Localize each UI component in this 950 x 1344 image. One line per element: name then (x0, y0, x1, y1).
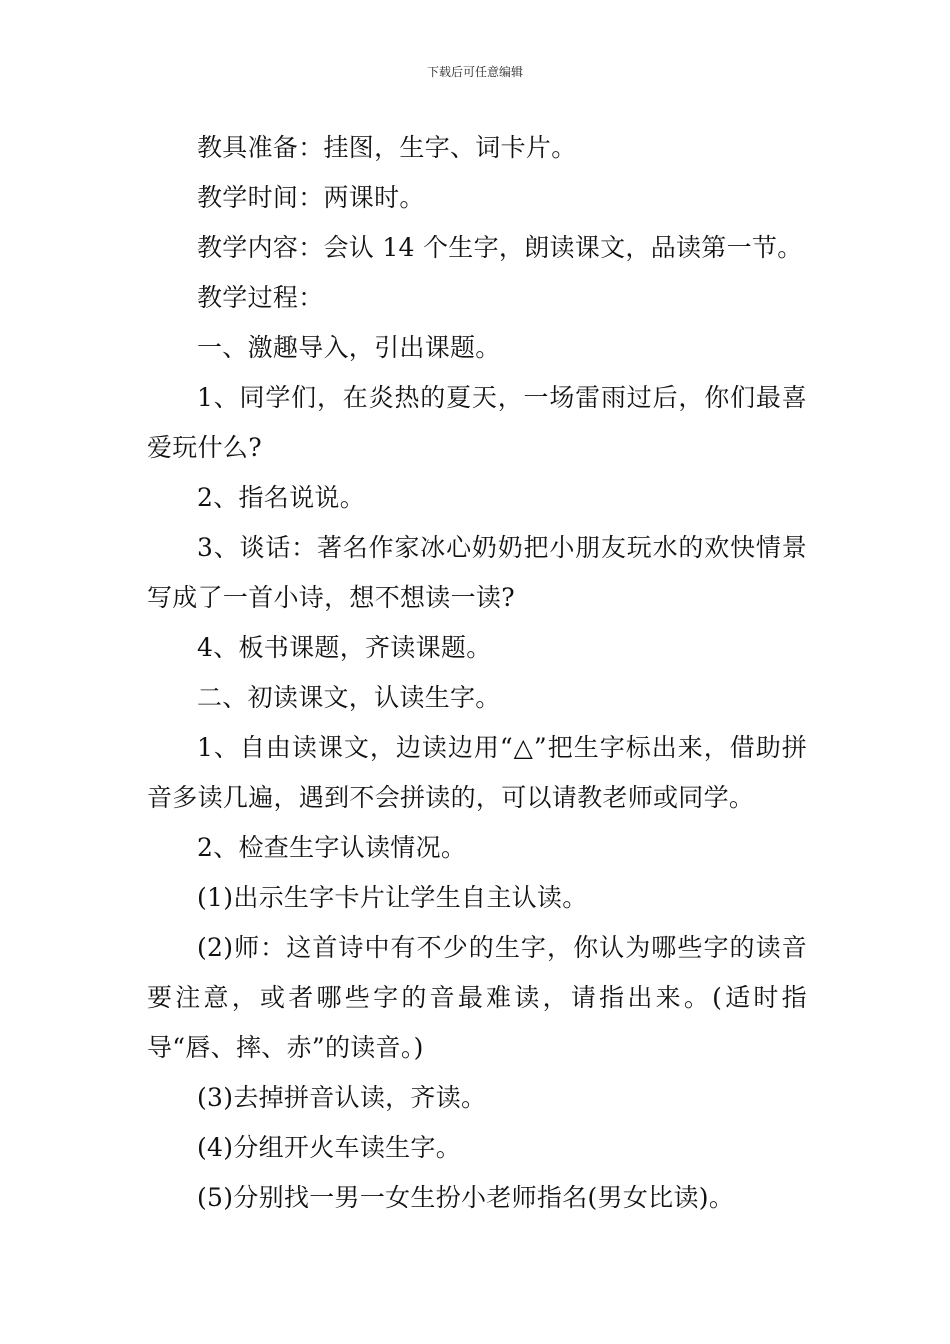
list-item: 2、指名说说。 (197, 483, 366, 512)
list-item: 1、自由读课文，边读边用“△”把生字标出来，借助拼音多读几遍，遇到不会拼读的，可以请教老师或同学。 (147, 733, 807, 812)
sub-list-item: (2)师：这首诗中有不少的生字，你认为哪些字的读音要注意，或者哪些字的音最难读，请指出来。(适时指导“唇、摔、赤”的读音。) (147, 933, 807, 1062)
page-header: 下载后可任意编辑 (426, 65, 523, 79)
paragraph-teaching-content: 教学内容：会认 14 个生字，朗读课文，品读第一节。 (197, 233, 803, 262)
section-heading-1: 一、激趣导入，引出课题。 (197, 333, 501, 362)
paragraph-teaching-time: 教学时间：两课时。 (197, 183, 425, 212)
list-item: 4、板书课题，齐读课题。 (197, 633, 492, 662)
list-item: 3、谈话：著名作家冰心奶奶把小朋友玩水的欢快情景写成了一首小诗，想不想读一读? (147, 533, 807, 612)
document-body (147, 123, 807, 1223)
paragraph-teaching-process: 教学过程： (197, 283, 324, 312)
paragraph-teaching-aids: 教具准备：挂图，生字、词卡片。 (197, 133, 577, 162)
sub-list-item: (1)出示生字卡片让学生自主认读。 (197, 883, 588, 912)
sub-list-item: (4)分组开火车读生字。 (197, 1133, 462, 1162)
list-item: 1、同学们，在炎热的夏天，一场雷雨过后，你们最喜爱玩什么? (147, 383, 807, 462)
sub-list-item: (3)去掉拼音认读，齐读。 (197, 1083, 487, 1112)
list-item: 2、检查生字认读情况。 (197, 833, 467, 862)
sub-list-item: (5)分别找一男一女生扮小老师指名(男女比读)。 (197, 1183, 735, 1212)
section-heading-2: 二、初读课文，认读生字。 (197, 683, 501, 712)
